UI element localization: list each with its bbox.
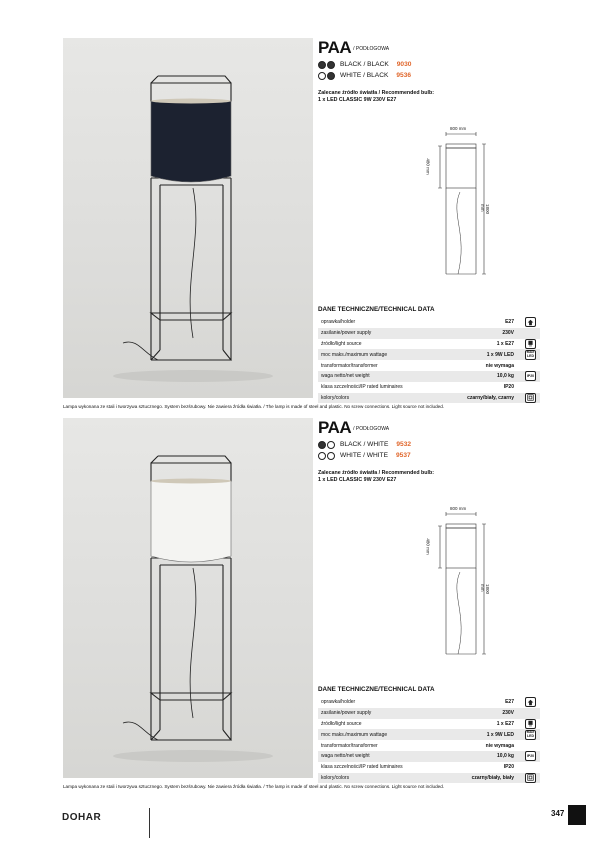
tech-value: IP20 xyxy=(503,764,514,771)
led-icon: MAX LED xyxy=(526,730,535,738)
tech-value: E27 xyxy=(505,699,514,706)
tech-label: moc maks./maximum wattage xyxy=(321,731,388,738)
product-title xyxy=(318,38,540,58)
dim-width-label: 800 mm xyxy=(450,506,467,511)
tech-label: klasa szczelności/IP rated luminaires xyxy=(321,384,403,391)
tech-row xyxy=(318,393,540,404)
tech-value: 1 x E27 xyxy=(496,720,514,727)
technical-data-title: DANE TECHNICZNE/TECHNICAL DATA xyxy=(318,306,435,313)
product-photo xyxy=(63,38,313,398)
color-swatch-pair xyxy=(318,441,336,449)
tech-value: 1 x 9W LED xyxy=(486,351,514,358)
variant-code: 9537 xyxy=(395,452,411,459)
variant-label: BLACK / WHITE xyxy=(340,441,389,448)
holder-icon xyxy=(525,317,536,327)
led-icon: MAX LED xyxy=(526,350,535,358)
variant-row[interactable] xyxy=(318,71,540,80)
color-dot-icon xyxy=(318,441,326,449)
dim-shade-label: 480 mm xyxy=(425,538,431,555)
tech-value: 1 x E27 xyxy=(496,340,514,347)
recommended-bulb xyxy=(318,470,540,484)
tech-row xyxy=(318,773,540,784)
product-photo xyxy=(63,418,313,778)
tech-value: 1 x 9W LED xyxy=(486,731,514,738)
product-caption: Lampa wykonana ze stali i tworzywa sztucznego. System bezśrubowy. Nie zawiera źródła światła. / The lamp is made of steel and plastic. No screw connections. Light source not included. xyxy=(63,784,445,789)
product-type: / PODŁOGOWA xyxy=(353,45,390,52)
color-dot-icon xyxy=(327,441,335,449)
tech-label: oprawka/holder xyxy=(321,699,356,706)
variant-label: WHITE / BLACK xyxy=(340,72,389,79)
tech-row xyxy=(318,339,540,350)
tech-row xyxy=(318,751,540,762)
color-dot-icon xyxy=(318,72,326,80)
color-dot-icon xyxy=(327,72,335,80)
variant-row[interactable] xyxy=(318,60,540,69)
lamp-illustration xyxy=(63,418,313,778)
variant-code: 9030 xyxy=(396,61,412,68)
product-title xyxy=(318,418,540,438)
dimension-drawing xyxy=(425,504,491,664)
tech-row xyxy=(318,697,540,708)
bulb-line-2: 1 x LED CLASSIC 9W 230V E27 xyxy=(318,477,397,483)
tech-label: transformator/transformer xyxy=(321,742,378,749)
product-name: PAA xyxy=(318,38,352,57)
tech-label: waga netto/net weight xyxy=(321,753,370,760)
ip-icon: IP20 xyxy=(525,751,536,761)
tech-label: zasilanie/power supply xyxy=(321,710,372,717)
holder-icon xyxy=(525,697,536,707)
technical-data xyxy=(318,306,540,403)
tech-value: 230V xyxy=(502,710,514,717)
tech-row xyxy=(318,762,540,773)
bulb-icon xyxy=(525,339,536,349)
tech-value: 10,0 kg xyxy=(497,753,514,760)
product-name: PAA xyxy=(318,418,352,437)
bulb-line-2: 1 x LED CLASSIC 9W 230V E27 xyxy=(318,97,397,103)
color-dot-icon xyxy=(327,61,335,69)
color-swatch-pair xyxy=(318,61,336,69)
tech-row xyxy=(318,740,540,751)
product-type: / PODŁOGOWA xyxy=(353,425,390,432)
dim-shade-label: 480 mm xyxy=(425,158,431,175)
tech-value: czarny/biały, biały xyxy=(471,774,514,781)
class-icon xyxy=(525,773,536,783)
tech-label: zasilanie/power supply xyxy=(321,330,372,337)
product-caption: Lampa wykonana ze stali i tworzywa sztucznego. System bezśrubowy. Nie zawiera źródła światła. / The lamp is made of steel and plastic. No screw connections. Light source not included. xyxy=(63,404,445,409)
bulb-icon xyxy=(525,719,536,729)
color-dot-icon xyxy=(327,452,335,460)
dimension-drawing xyxy=(425,124,491,284)
tech-value: nie wymaga xyxy=(485,742,514,749)
tech-row xyxy=(318,328,540,339)
tech-row xyxy=(318,317,540,328)
tech-label: oprawka/holder xyxy=(321,319,356,326)
tech-label: klasa szczelności/IP rated luminaires xyxy=(321,764,403,771)
technical-data-title: DANE TECHNICZNE/TECHNICAL DATA xyxy=(318,686,435,693)
tech-row xyxy=(318,360,540,371)
tech-value: czarny/biały, czarny xyxy=(467,394,514,401)
technical-data xyxy=(318,686,540,783)
bulb-line-1: Zalecane źródło światła / Recommended bulb: xyxy=(318,90,434,96)
color-swatch-pair xyxy=(318,72,336,80)
tech-row xyxy=(318,729,540,740)
dim-height-label: 1800 mm xyxy=(480,203,491,215)
tech-row xyxy=(318,382,540,393)
recommended-bulb xyxy=(318,90,540,104)
tech-label: źródło/light source xyxy=(321,340,362,347)
tech-value: 230V xyxy=(502,330,514,337)
tech-row xyxy=(318,349,540,360)
tech-value: IP20 xyxy=(503,384,514,391)
tech-label: źródło/light source xyxy=(321,720,362,727)
variant-code: 9536 xyxy=(396,72,412,79)
tech-label: moc maks./maximum wattage xyxy=(321,351,388,358)
color-dot-icon xyxy=(318,452,326,460)
tech-row xyxy=(318,371,540,382)
color-swatch-pair xyxy=(318,452,336,460)
dim-height-label: 1800 mm xyxy=(480,583,491,595)
class-icon xyxy=(525,393,536,403)
brand-logo: DOHAR xyxy=(62,812,102,823)
tech-row xyxy=(318,708,540,719)
variant-label: WHITE / WHITE xyxy=(340,452,388,459)
variant-row[interactable] xyxy=(318,451,540,460)
lamp-illustration xyxy=(63,38,313,398)
tech-value: E27 xyxy=(505,319,514,326)
variant-label: BLACK / BLACK xyxy=(340,61,389,68)
ip-icon: IP20 xyxy=(525,371,536,381)
tech-label: kolory/colors xyxy=(321,394,350,401)
tech-label: transformator/transformer xyxy=(321,362,378,369)
tech-value: 10,0 kg xyxy=(497,373,514,380)
page-tab-marker xyxy=(568,805,586,825)
tech-value: nie wymaga xyxy=(485,362,514,369)
dim-width-label: 800 mm xyxy=(450,126,467,131)
variant-code: 9532 xyxy=(396,441,412,448)
tech-row xyxy=(318,719,540,730)
bulb-line-1: Zalecane źródło światła / Recommended bulb: xyxy=(318,470,434,476)
variant-row[interactable] xyxy=(318,440,540,449)
tech-label: kolory/colors xyxy=(321,774,350,781)
product-info xyxy=(318,418,540,484)
color-dot-icon xyxy=(318,61,326,69)
product-info xyxy=(318,38,540,104)
page-number: 347 xyxy=(551,809,565,818)
tech-label: waga netto/net weight xyxy=(321,373,370,380)
footer-divider xyxy=(149,808,150,838)
